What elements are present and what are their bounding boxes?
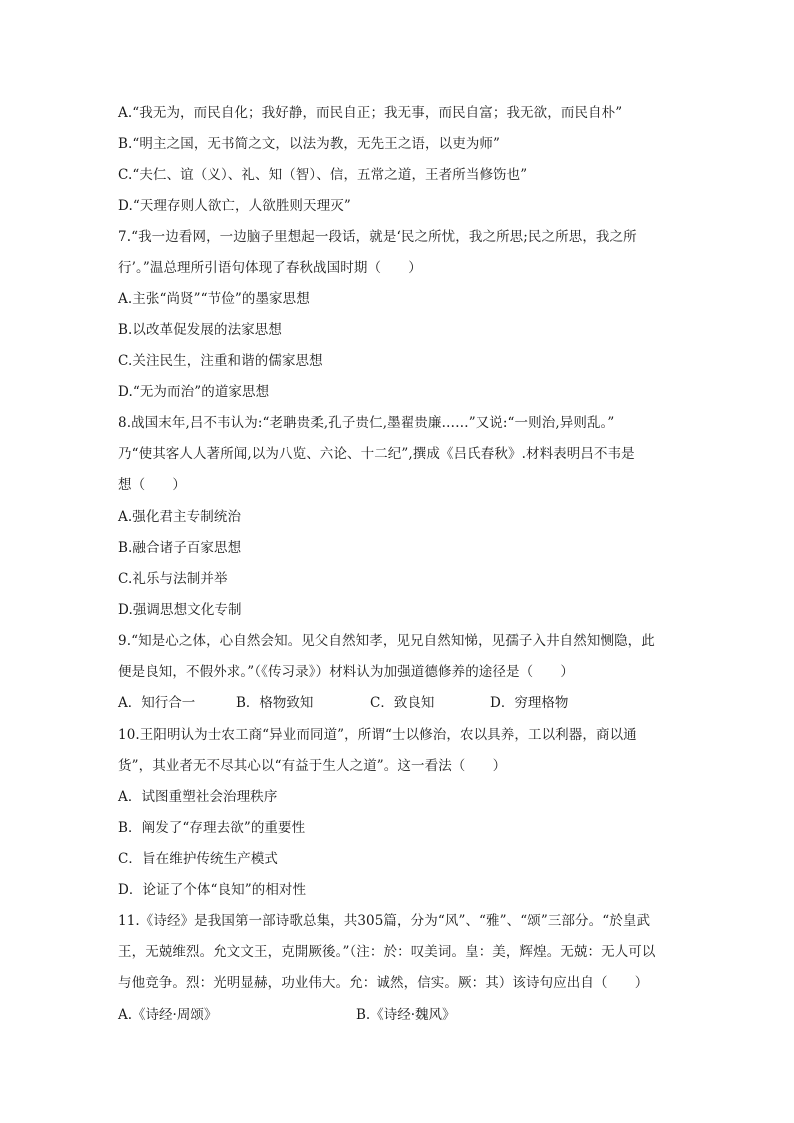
q9-option-c: C．致良知 [370, 695, 435, 711]
q11-option-a: A.《诗经·周颂》 [118, 1007, 218, 1023]
q6-option-a: A.“我无为，而民自化；我好静，而民自正；我无事，而民自富；我无欲，而民自朴” [118, 105, 623, 121]
q7-stem-line1: 7.“我一边看网，一边脑子里想起一段话，就是‘民之所忧，我之所思;民之所思，我之所 [118, 229, 637, 245]
q11-stem-line1: 11.《诗经》是我国第一部诗歌总集，共305篇，分为“风”、“雅”、“颂”三部分。“於皇武 [118, 913, 651, 929]
q7-option-d: D.“无为而治”的道家思想 [118, 384, 270, 400]
q8-stem-line1: 8.战国末年,吕不韦认为:“老聃贵柔,孔子贵仁,墨翟贵廉……”又说:“一则治,异则乱。” [118, 415, 615, 431]
q9-stem-line2: 便是良知，不假外求。”（《传习录》）材料认为加强道德修养的途径是（ ） [118, 664, 575, 680]
q8-stem-line2: 乃“使其客人人著所闻,以为八览、六论、十二纪”,撰成《吕氏春秋》.材料表明吕不韦是 [118, 446, 635, 462]
q9-stem-line1: 9.“知是心之体，心自然会知。见父自然知孝，见兄自然知悌，见孺子入井自然知恻隐，此 [118, 633, 655, 649]
q7-option-a: A.主张“尚贤”“节俭”的墨家思想 [118, 291, 310, 307]
q10-option-b: B．阐发了“存理去欲”的重要性 [118, 820, 306, 836]
q8-option-a: A.强化君主专制统治 [118, 509, 242, 525]
q6-option-d: D.“天理存则人欲亡，人欲胜则天理灭” [118, 198, 351, 214]
q8-option-c: C.礼乐与法制并举 [118, 571, 228, 587]
q10-stem-line2: 货”，其业者无不尽其心以“有益于生人之道”。这一看法（ ） [118, 758, 507, 774]
q8-stem-line3: 想（ ） [118, 477, 186, 493]
q6-option-b: B.“明主之国，无书简之文，以法为教，无先王之语，以吏为师” [118, 136, 501, 152]
q8-option-d: D.强调思想文化专制 [118, 602, 242, 618]
q10-stem-line1: 10.王阳明认为士农工商“异业而同道”，所谓“士以修治，农以具养，工以利器，商以通 [118, 727, 637, 743]
q7-option-b: B.以改革促发展的法家思想 [118, 322, 283, 338]
q7-stem-line2: 行’。”温总理所引语句体现了春秋战国时期（ ） [118, 260, 422, 276]
q7-option-c: C.关注民生，注重和谐的儒家思想 [118, 353, 323, 369]
q6-option-c: C.“夫仁、谊（义）、礼、知（智）、信，五常之道，王者所当修饬也” [118, 167, 528, 183]
q9-option-d: D．穷理格物 [490, 695, 569, 711]
q10-option-d: D．论证了个体“良知”的相对性 [118, 882, 307, 898]
q10-option-a: A．试图重塑社会治理秩序 [118, 789, 278, 805]
q9-option-b: B．格物致知 [236, 695, 314, 711]
q11-stem-line2: 王，无兢维烈。允文文王，克開厥後。”（注：於：叹美词。皇：美，辉煌。无兢：无人可以 [118, 944, 656, 960]
q8-option-b: B.融合诸子百家思想 [118, 540, 242, 556]
q11-option-b: B.《诗经·魏风》 [356, 1007, 456, 1023]
q10-option-c: C．旨在维护传统生产模式 [118, 851, 279, 867]
q11-stem-line3: 与他竞争。烈：光明显赫，功业伟大。允：诚然，信实。厥：其）该诗句应出自（ ） [118, 975, 649, 991]
q9-option-a: A．知行合一 [118, 695, 196, 711]
